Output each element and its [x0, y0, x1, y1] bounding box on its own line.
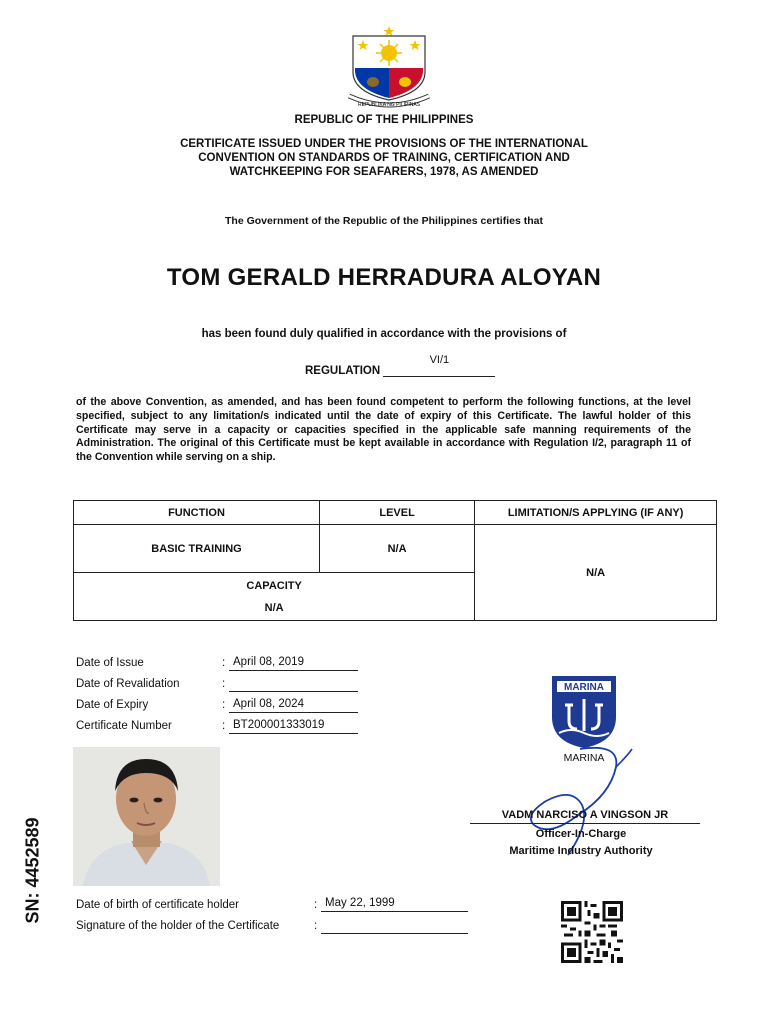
colon: : — [222, 699, 226, 711]
date-of-expiry-label: Date of Expiry — [76, 699, 149, 711]
certifies-text: The Government of the Republic of the Philippines certifies that — [225, 215, 543, 227]
marina-caption: MARINA — [563, 752, 605, 764]
limitation-value: N/A — [475, 525, 717, 621]
certificate-heading-line-2: CONVENTION ON STANDARDS OF TRAINING, CERTIFICATION AND — [198, 152, 570, 164]
marina-logo — [551, 675, 617, 749]
marina-logo-text: MARINA — [564, 682, 604, 693]
date-of-issue-value: April 08, 2019 — [229, 656, 358, 671]
header-level: LEVEL — [319, 501, 474, 525]
date-of-birth-value: May 22, 1999 — [321, 897, 468, 912]
certificate-number-value: BT200001333019 — [229, 719, 358, 734]
regulation-value: VI/1 — [429, 354, 450, 366]
capacity-cell — [74, 573, 475, 621]
signatory-name: VADM NARCISO A VINGSON JR — [501, 809, 669, 821]
colon: : — [314, 899, 318, 911]
competence-paragraph: of the above Convention, as amended, and has been found competent to perform the following functions, at the level specified, subject to any limitation/s indicated until the date of expiry of this Certificate. The lawful holder of this Certificate may serve in a capacity or capacities specified in the applicable safe manning requirements of the Administration. The original of this Certificate must be kept available in accordance with Regulation I/2, paragraph 11 of the Convention while serving on a ship. — [76, 396, 691, 464]
signature-line — [470, 823, 700, 824]
colon: : — [222, 678, 226, 690]
regulation-label: REGULATION — [305, 365, 381, 377]
seal-motto: REPUBLIKA NG PILIPINAS — [358, 102, 420, 108]
qr-code-icon — [561, 901, 623, 963]
level-value: N/A — [319, 525, 474, 573]
date-of-birth-label: Date of birth of certificate holder — [76, 899, 239, 911]
regulation-row — [305, 354, 495, 377]
serial-number: SN: 4452589 — [22, 817, 43, 924]
date-of-expiry-value: April 08, 2024 — [229, 698, 358, 713]
capacity-value: N/A — [264, 601, 284, 614]
officer-signature — [520, 745, 640, 860]
header-limitation: LIMITATION/S APPLYING (IF ANY) — [475, 501, 717, 525]
function-value: BASIC TRAINING — [74, 525, 320, 573]
holder-signature-label: Signature of the holder of the Certificate — [76, 920, 280, 932]
colon: : — [222, 720, 226, 732]
colon: : — [222, 657, 226, 669]
certificate-heading-line-1: CERTIFICATE ISSUED UNDER THE PROVISIONS OF THE INTERNATIONAL — [180, 138, 588, 150]
signatory-title: Officer-In-Charge — [535, 828, 627, 840]
date-of-revalidation-label: Date of Revalidation — [76, 678, 180, 690]
capacity-label: CAPACITY — [246, 579, 302, 592]
holder-signature-value — [321, 919, 468, 934]
regulation-underline — [383, 354, 495, 377]
republic-heading: REPUBLIC OF THE PHILIPPINES — [294, 114, 474, 126]
philippine-seal — [345, 22, 433, 110]
functions-table — [73, 500, 717, 621]
certificate-heading-line-3: WATCHKEEPING FOR SEAFARERS, 1978, AS AMENDED — [229, 166, 539, 178]
signatory-agency: Maritime Industry Authority — [509, 845, 653, 857]
date-of-revalidation-value — [229, 677, 358, 692]
holder-photo — [73, 747, 220, 886]
date-of-issue-label: Date of Issue — [76, 657, 144, 669]
qualified-text: has been found duly qualified in accordance with the provisions of — [201, 328, 567, 340]
colon: : — [314, 920, 318, 932]
header-function: FUNCTION — [74, 501, 320, 525]
holder-name: TOM GERALD HERRADURA ALOYAN — [166, 264, 602, 291]
certificate-number-label: Certificate Number — [76, 720, 172, 732]
portrait-image — [73, 747, 220, 886]
